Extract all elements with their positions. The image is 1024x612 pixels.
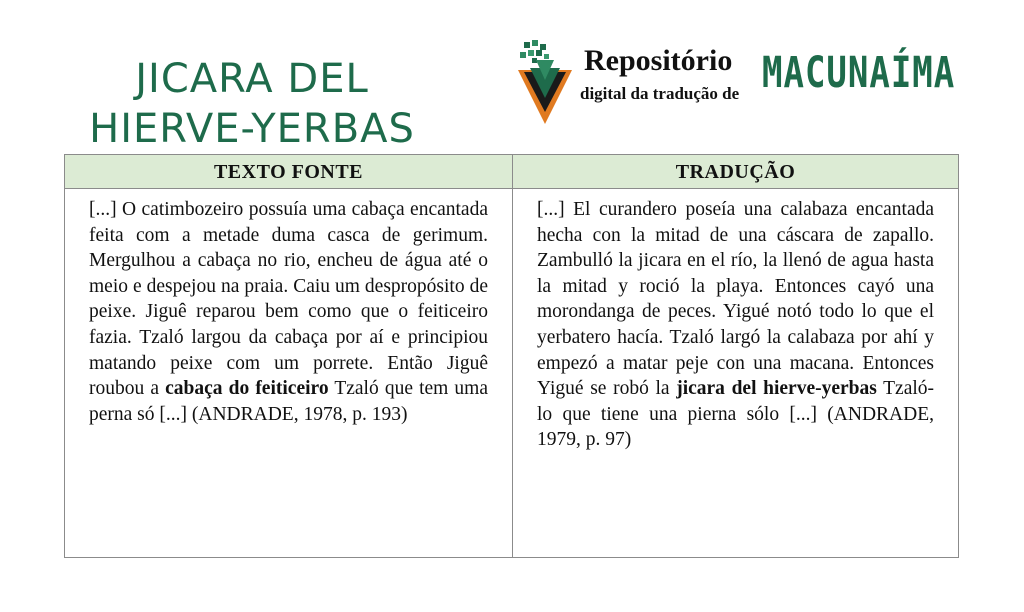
repository-logo	[510, 38, 980, 128]
source-text-header: TEXTO FONTE	[65, 155, 512, 189]
translation-header: TRADUÇÃO	[513, 155, 958, 189]
page-title	[62, 54, 442, 154]
title-line-2: HIERVE-YERBAS	[89, 106, 415, 152]
source-text-part1: [...] O catimbozeiro possuía uma cabaça encantada feita com a metade duma casca de gerimum. Mergulhou a cabaça no rio, encheu de água até o meio e despejou na praia. Caiu um despropósito de peixe. Jiguê reparou bem como que o feiticeiro fazia. Tzaló largou da cabaça por aí e principiou matando peixe com um porrete. Então Jiguê roubou a	[89, 199, 488, 400]
source-text-column	[65, 155, 513, 557]
source-text-part2: Tzaló que tem uma perna só [...] (ANDRADE, 1978, p. 193)	[89, 378, 488, 425]
logo-repositorio-text: Repositório	[584, 44, 733, 77]
logo-subtitle-text: digital da tradução de	[580, 84, 740, 103]
translation-cell	[513, 189, 958, 453]
translation-text-highlight: jicara del hierve-yerbas	[676, 378, 877, 400]
logo-macunaima-text: MACUNAÍMA	[762, 48, 956, 98]
source-text-highlight: cabaça do feiticeiro	[165, 378, 329, 400]
source-text-cell	[65, 189, 512, 427]
comparison-table	[64, 154, 959, 558]
translation-text-part1: [...] El curandero poseía una calabaza encantada hecha con la mitad de una cáscara de zapallo. Zambulló la jicara en el río, la llenó de agua hasta la mitad y roció la playa. Entonces cayó una morondanga de peces. Yigué notó todo lo que el yerbatero hacía. Tzaló largó la calabaza por ahí y empezó a matar peje con una macana. Entonces Yigué se robó la	[537, 199, 934, 400]
translation-text-part2: Tzaló-lo que tiene una pierna sólo [...] (ANDRADE, 1979, p. 97)	[537, 378, 935, 451]
logo-mark-icon	[510, 38, 580, 128]
translation-column	[513, 155, 958, 557]
title-line-1: JICARA DEL	[135, 56, 369, 102]
